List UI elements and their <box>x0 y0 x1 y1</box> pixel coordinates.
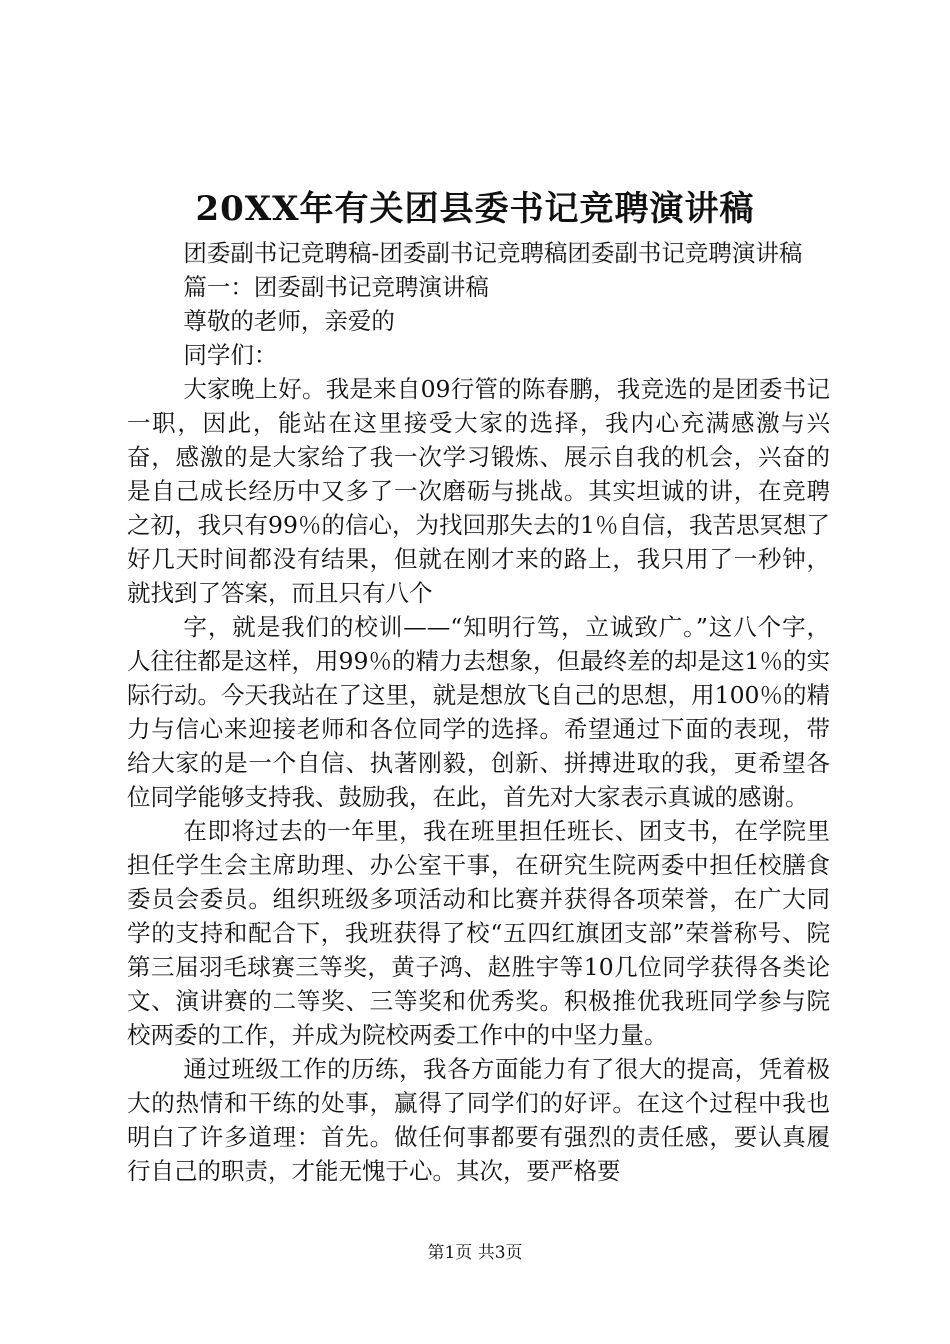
body-paragraph: 团委副书记竞聘稿-团委副书记竞聘稿团委副书记竞聘演讲稿 <box>183 239 803 267</box>
body-paragraph: 篇一：团委副书记竞聘演讲稿 <box>183 273 489 301</box>
body-paragraph: 通过班级工作的历练，我各方面能力有了很大的提高，凭着极大的热情和干练的处事，赢得了同学们的好评。在这个过程中我也明白了许多道理：首先。做任何事都要有强烈的责任感，要认真履行自己的职责，才能无愧于心。其次，要严格要 <box>127 1055 830 1185</box>
body-paragraph: 尊敬的老师，亲爱的 <box>183 307 395 335</box>
body-paragraph: 在即将过去的一年里，我在班里担任班长、团支书，在学院里担任学生会主席助理、办公室干事，在研究生院两委中担任校膳食委员会委员。组织班级多项活动和比赛并获得各项荣誉，在广大同学的支持和配合下，我班获得了校“五四红旗团支部”荣誉称号、院第三届羽毛球赛三等奖，黄子鸿、赵胜宇等10几位同学获得各类论文、演讲赛的二等奖、三等奖和优秀奖。积极推优我班同学参与院校两委的工作，并成为院校两委工作中的中坚力量。 <box>127 817 830 1049</box>
body-paragraph: 大家晚上好。我是来自09行管的陈春鹏，我竞选的是团委书记一职，因此，能站在这里接受大家的选择，我内心充满感激与兴奋，感激的是大家给了我一次学习锻炼、展示自我的机会，兴奋的是自己成长经历中又多了一次磨砺与挑战。其实坦诚的讲，在竞聘之初，我只有99％的信心，为找回那失去的1％自信，我苦思冥想了好几天时间都没有结果，但就在刚才来的路上，我只用了一秒钟，就找到了答案，而且只有八个 <box>127 375 830 607</box>
body-paragraph: 同学们： <box>183 341 278 369</box>
page-number-footer: 第1页 共3页 <box>427 1243 523 1263</box>
document-title: 20XX年有关团县委书记竞聘演讲稿 <box>195 189 755 229</box>
document-body <box>127 236 830 1188</box>
body-paragraph: 字，就是我们的校训——“知明行笃，立诚致广。”这八个字，人往往都是这样，用99％的精力去想象，但最终差的却是这1％的实际行动。今天我站在了这里，就是想放飞自己的思想，用100％的精力与信心来迎接老师和各位同学的选择。希望通过下面的表现，带给大家的是一个自信、执著刚毅，创新、拼搏进取的我，更希望各位同学能够支持我、鼓励我，在此，首先对大家表示真诚的感谢。 <box>127 613 830 811</box>
